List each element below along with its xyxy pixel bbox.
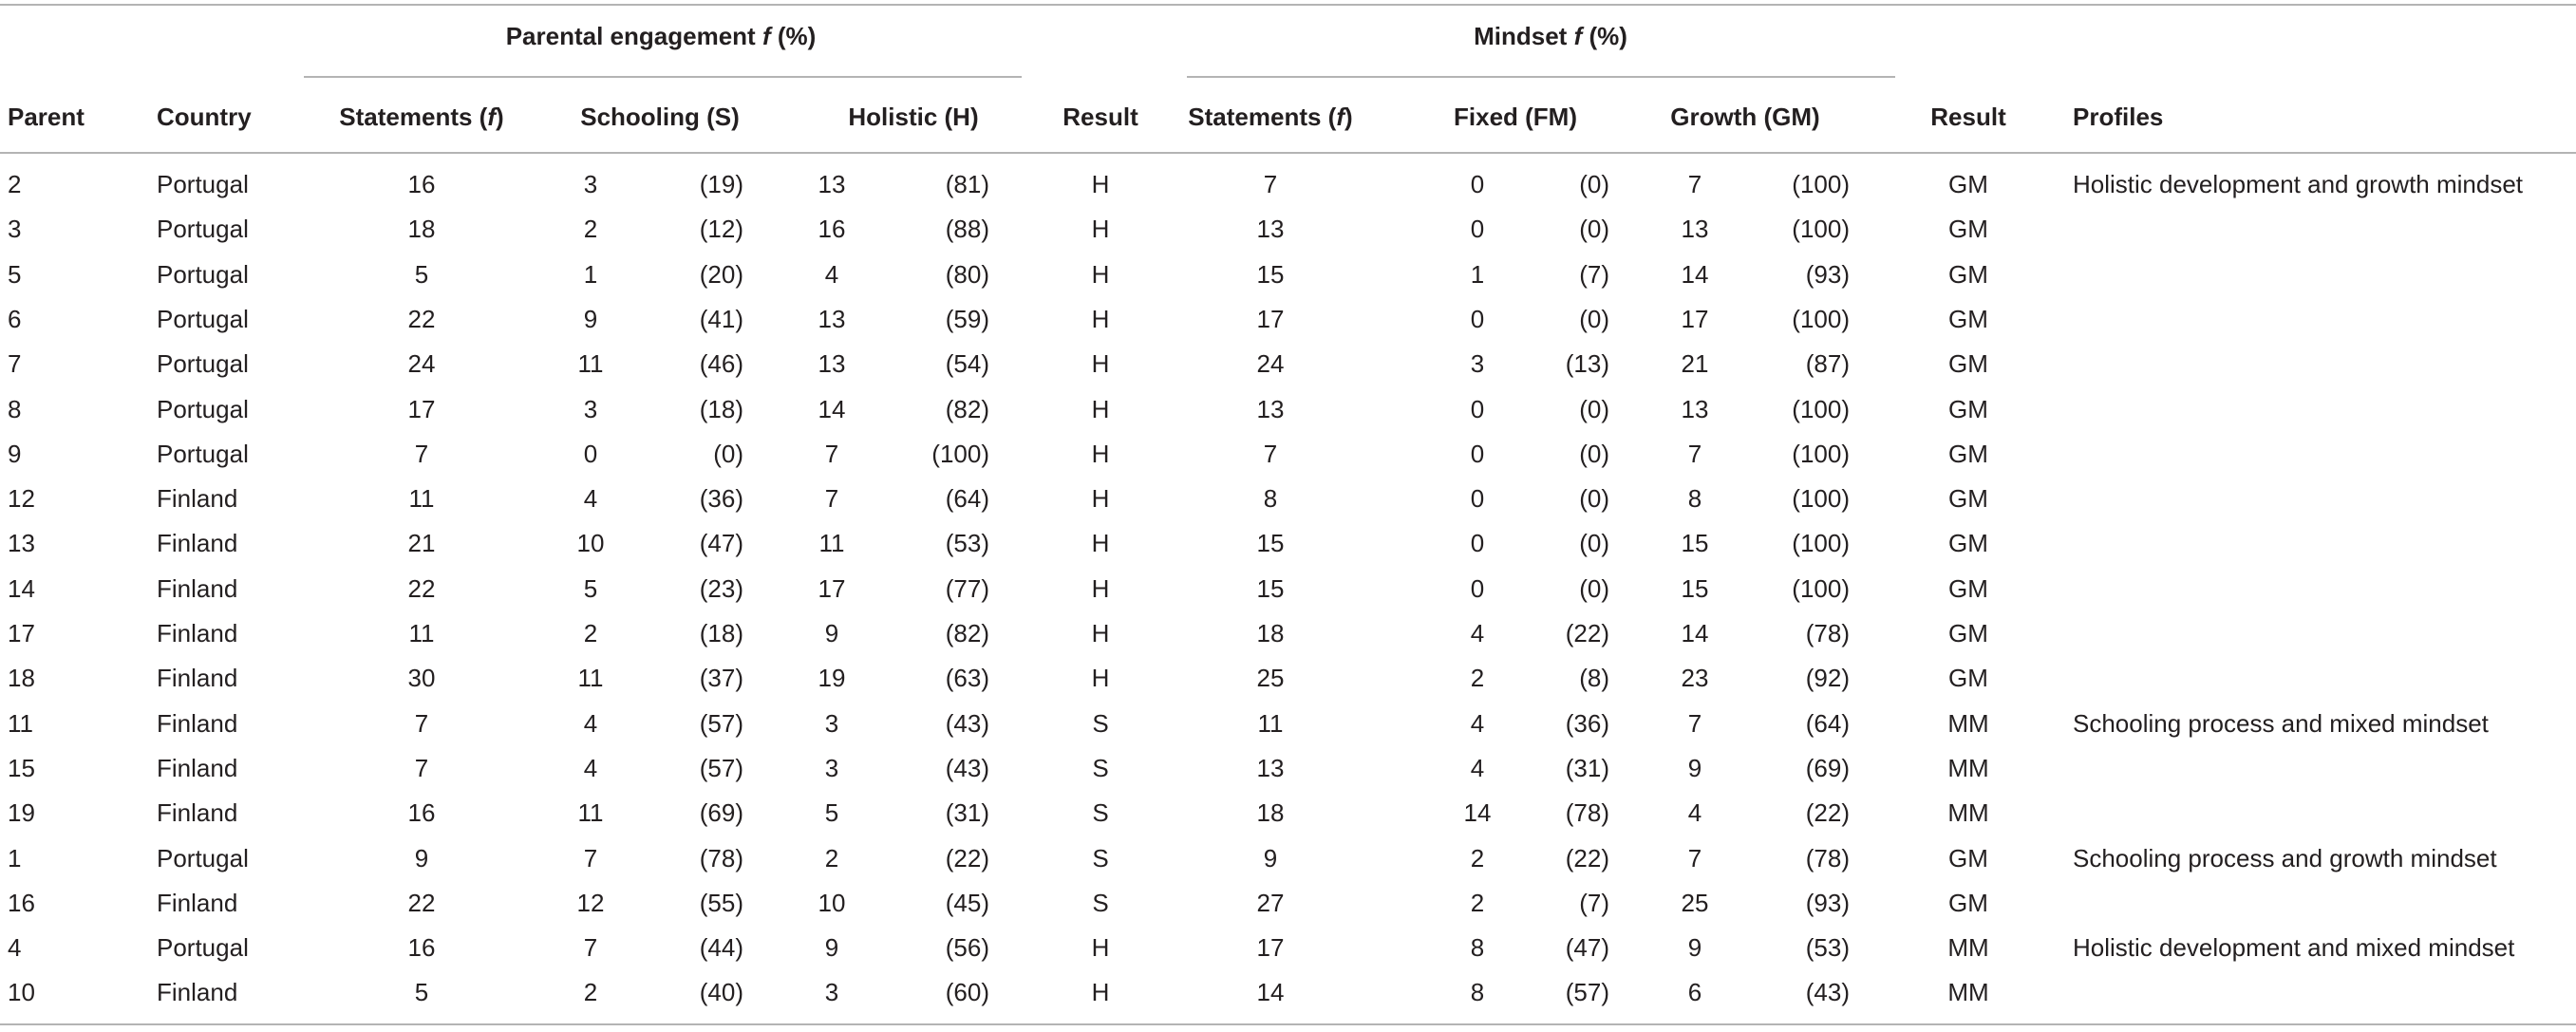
cell-parent: 1 bbox=[8, 844, 22, 873]
cell-pe-result: H bbox=[1091, 933, 1110, 962]
cell-mindset-statements: 14 bbox=[1256, 978, 1285, 1006]
cell-country: Finland bbox=[157, 978, 238, 1006]
cell-country: Portugal bbox=[157, 349, 249, 378]
cell-pe-statements: 16 bbox=[407, 798, 436, 827]
cell-growth-pct: (100) bbox=[1792, 215, 1850, 243]
cell-mindset-statements: 13 bbox=[1256, 395, 1285, 423]
cell-country: Portugal bbox=[157, 215, 249, 243]
table-bottom-rule bbox=[0, 1023, 2576, 1025]
cell-fixed-pct: (0) bbox=[1579, 215, 1609, 243]
cell-growth-count: 21 bbox=[1681, 349, 1709, 378]
group-rule-mindset bbox=[1187, 76, 1895, 78]
cell-profile: Schooling process and growth mindset bbox=[2073, 844, 2497, 873]
cell-mindset-statements: 9 bbox=[1263, 844, 1278, 873]
cell-pe-statements: 17 bbox=[407, 395, 436, 423]
cell-holistic-pct: (53) bbox=[945, 529, 989, 557]
cell-parent: 4 bbox=[8, 933, 22, 962]
cell-fixed-count: 2 bbox=[1470, 844, 1485, 873]
cell-pe-result: H bbox=[1091, 664, 1110, 692]
cell-growth-pct: (93) bbox=[1805, 260, 1850, 289]
cell-mindset-statements: 27 bbox=[1256, 889, 1285, 917]
cell-schooling-pct: (36) bbox=[699, 484, 743, 513]
cell-country: Finland bbox=[157, 484, 238, 513]
cell-schooling-count: 11 bbox=[577, 798, 604, 827]
cell-parent: 8 bbox=[8, 395, 22, 423]
cell-schooling-count: 11 bbox=[577, 349, 604, 378]
cell-parent: 2 bbox=[8, 170, 22, 198]
cell-growth-count: 23 bbox=[1681, 664, 1709, 692]
cell-holistic-pct: (88) bbox=[945, 215, 989, 243]
cell-pe-result: H bbox=[1091, 349, 1110, 378]
cell-pe-result: S bbox=[1092, 889, 1109, 917]
cell-growth-count: 9 bbox=[1687, 933, 1702, 962]
cell-fixed-pct: (36) bbox=[1565, 709, 1609, 738]
cell-holistic-count: 17 bbox=[818, 574, 846, 603]
col-header-parent: Parent bbox=[8, 103, 85, 131]
cell-growth-pct: (87) bbox=[1805, 349, 1850, 378]
cell-country: Finland bbox=[157, 798, 238, 827]
cell-fixed-pct: (22) bbox=[1565, 844, 1609, 873]
cell-pe-statements: 7 bbox=[414, 709, 429, 738]
cell-pe-result: H bbox=[1091, 978, 1110, 1006]
cell-schooling-count: 4 bbox=[583, 709, 598, 738]
cell-fixed-pct: (47) bbox=[1565, 933, 1609, 962]
cell-pe-result: H bbox=[1091, 484, 1110, 513]
cell-mindset-statements: 25 bbox=[1256, 664, 1285, 692]
cell-schooling-count: 11 bbox=[577, 664, 604, 692]
cell-growth-pct: (100) bbox=[1792, 395, 1850, 423]
cell-parent: 3 bbox=[8, 215, 22, 243]
cell-mindset-result: GM bbox=[1948, 619, 1988, 647]
cell-mindset-result: MM bbox=[1947, 798, 1989, 827]
group-rule-parental-engagement bbox=[304, 76, 1022, 78]
cell-pe-statements: 22 bbox=[407, 305, 436, 333]
cell-growth-count: 8 bbox=[1687, 484, 1702, 513]
col-header-schooling: Schooling (S) bbox=[580, 103, 740, 131]
cell-holistic-count: 16 bbox=[818, 215, 846, 243]
cell-schooling-pct: (23) bbox=[699, 574, 743, 603]
cell-mindset-statements: 17 bbox=[1256, 933, 1285, 962]
cell-pe-statements: 11 bbox=[408, 484, 435, 513]
cell-schooling-pct: (12) bbox=[699, 215, 743, 243]
cell-profile: Holistic development and growth mindset bbox=[2073, 170, 2524, 198]
cell-pe-statements: 22 bbox=[407, 574, 436, 603]
cell-fixed-pct: (8) bbox=[1579, 664, 1609, 692]
cell-parent: 16 bbox=[8, 889, 35, 917]
cell-fixed-pct: (7) bbox=[1579, 889, 1609, 917]
col-header-fixed: Fixed (FM) bbox=[1454, 103, 1577, 131]
cell-country: Portugal bbox=[157, 440, 249, 468]
cell-mindset-statements: 15 bbox=[1256, 529, 1285, 557]
cell-growth-pct: (78) bbox=[1805, 619, 1850, 647]
cell-schooling-pct: (55) bbox=[699, 889, 743, 917]
cell-pe-statements: 24 bbox=[407, 349, 436, 378]
cell-pe-statements: 11 bbox=[408, 619, 435, 647]
cell-schooling-count: 3 bbox=[583, 170, 598, 198]
col-header-mindset-statements: Statements (f) bbox=[1188, 103, 1353, 131]
cell-pe-statements: 22 bbox=[407, 889, 436, 917]
cell-growth-pct: (92) bbox=[1805, 664, 1850, 692]
cell-country: Finland bbox=[157, 529, 238, 557]
cell-holistic-count: 13 bbox=[818, 170, 846, 198]
cell-parent: 19 bbox=[8, 798, 35, 827]
cell-country: Portugal bbox=[157, 844, 249, 873]
cell-schooling-count: 4 bbox=[583, 484, 598, 513]
cell-schooling-count: 7 bbox=[583, 844, 598, 873]
cell-holistic-pct: (56) bbox=[945, 933, 989, 962]
cell-growth-pct: (64) bbox=[1805, 709, 1850, 738]
cell-fixed-count: 0 bbox=[1470, 529, 1485, 557]
cell-holistic-count: 3 bbox=[824, 754, 839, 782]
col-header-pe-statements: Statements (f) bbox=[339, 103, 504, 131]
cell-schooling-pct: (47) bbox=[699, 529, 743, 557]
cell-growth-pct: (100) bbox=[1792, 440, 1850, 468]
cell-fixed-count: 2 bbox=[1470, 889, 1485, 917]
cell-growth-count: 14 bbox=[1681, 619, 1709, 647]
cell-holistic-count: 5 bbox=[824, 798, 839, 827]
cell-mindset-statements: 24 bbox=[1256, 349, 1285, 378]
cell-growth-pct: (69) bbox=[1805, 754, 1850, 782]
cell-fixed-pct: (78) bbox=[1565, 798, 1609, 827]
cell-schooling-pct: (46) bbox=[699, 349, 743, 378]
cell-parent: 18 bbox=[8, 664, 35, 692]
cell-mindset-result: GM bbox=[1948, 440, 1988, 468]
cell-schooling-count: 2 bbox=[583, 978, 598, 1006]
cell-fixed-count: 0 bbox=[1470, 170, 1485, 198]
cell-mindset-statements: 13 bbox=[1256, 754, 1285, 782]
cell-holistic-count: 13 bbox=[818, 349, 846, 378]
cell-fixed-count: 4 bbox=[1470, 619, 1485, 647]
cell-country: Portugal bbox=[157, 305, 249, 333]
cell-fixed-count: 2 bbox=[1470, 664, 1485, 692]
col-header-profiles: Profiles bbox=[2073, 103, 2164, 131]
table-top-rule bbox=[0, 4, 2576, 6]
cell-mindset-statements: 18 bbox=[1256, 619, 1285, 647]
cell-pe-result: H bbox=[1091, 529, 1110, 557]
cell-holistic-pct: (59) bbox=[945, 305, 989, 333]
cell-fixed-count: 0 bbox=[1470, 440, 1485, 468]
cell-schooling-pct: (41) bbox=[699, 305, 743, 333]
cell-growth-count: 9 bbox=[1687, 754, 1702, 782]
cell-fixed-count: 1 bbox=[1470, 260, 1485, 289]
cell-growth-pct: (53) bbox=[1805, 933, 1850, 962]
cell-holistic-pct: (60) bbox=[945, 978, 989, 1006]
cell-parent: 11 bbox=[8, 709, 33, 738]
group-header-parental-engagement: Parental engagement f (%) bbox=[505, 22, 817, 50]
cell-mindset-result: MM bbox=[1947, 709, 1989, 738]
col-header-holistic: Holistic (H) bbox=[848, 103, 979, 131]
cell-holistic-pct: (100) bbox=[931, 440, 989, 468]
cell-schooling-count: 9 bbox=[583, 305, 598, 333]
cell-pe-statements: 21 bbox=[407, 529, 436, 557]
cell-holistic-count: 14 bbox=[818, 395, 846, 423]
cell-parent: 10 bbox=[8, 978, 35, 1006]
cell-fixed-count: 0 bbox=[1470, 574, 1485, 603]
cell-holistic-pct: (81) bbox=[945, 170, 989, 198]
cell-country: Finland bbox=[157, 709, 238, 738]
header-bottom-rule bbox=[0, 152, 2576, 154]
cell-schooling-pct: (37) bbox=[699, 664, 743, 692]
cell-fixed-pct: (0) bbox=[1579, 305, 1609, 333]
cell-holistic-count: 10 bbox=[818, 889, 846, 917]
cell-parent: 12 bbox=[8, 484, 35, 513]
cell-mindset-statements: 7 bbox=[1263, 440, 1278, 468]
cell-country: Portugal bbox=[157, 170, 249, 198]
cell-parent: 15 bbox=[8, 754, 35, 782]
cell-pe-statements: 16 bbox=[407, 933, 436, 962]
cell-holistic-pct: (82) bbox=[945, 619, 989, 647]
cell-mindset-result: GM bbox=[1948, 529, 1988, 557]
cell-schooling-pct: (18) bbox=[699, 619, 743, 647]
cell-holistic-count: 9 bbox=[824, 619, 839, 647]
cell-mindset-result: GM bbox=[1948, 484, 1988, 513]
cell-holistic-pct: (43) bbox=[945, 709, 989, 738]
cell-schooling-pct: (0) bbox=[713, 440, 743, 468]
cell-holistic-count: 3 bbox=[824, 978, 839, 1006]
col-header-mindset-result: Result bbox=[1930, 103, 2006, 131]
cell-holistic-pct: (54) bbox=[945, 349, 989, 378]
cell-pe-result: H bbox=[1091, 619, 1110, 647]
cell-profile: Schooling process and mixed mindset bbox=[2073, 709, 2489, 738]
cell-growth-count: 4 bbox=[1687, 798, 1702, 827]
cell-pe-result: H bbox=[1091, 170, 1110, 198]
cell-growth-pct: (100) bbox=[1792, 574, 1850, 603]
cell-pe-result: H bbox=[1091, 574, 1110, 603]
cell-mindset-result: GM bbox=[1948, 664, 1988, 692]
cell-parent: 6 bbox=[8, 305, 22, 333]
cell-growth-pct: (78) bbox=[1805, 844, 1850, 873]
cell-parent: 7 bbox=[8, 349, 22, 378]
cell-fixed-pct: (13) bbox=[1565, 349, 1609, 378]
cell-holistic-count: 13 bbox=[818, 305, 846, 333]
cell-growth-count: 13 bbox=[1681, 395, 1709, 423]
cell-growth-count: 15 bbox=[1681, 529, 1709, 557]
cell-schooling-pct: (40) bbox=[699, 978, 743, 1006]
cell-pe-statements: 30 bbox=[407, 664, 436, 692]
cell-country: Portugal bbox=[157, 933, 249, 962]
cell-growth-pct: (22) bbox=[1805, 798, 1850, 827]
cell-profile: Holistic development and mixed mindset bbox=[2073, 933, 2515, 962]
col-header-growth: Growth (GM) bbox=[1670, 103, 1820, 131]
cell-parent: 13 bbox=[8, 529, 35, 557]
cell-country: Finland bbox=[157, 664, 238, 692]
cell-schooling-pct: (57) bbox=[699, 754, 743, 782]
cell-holistic-pct: (22) bbox=[945, 844, 989, 873]
cell-holistic-pct: (63) bbox=[945, 664, 989, 692]
cell-holistic-count: 4 bbox=[824, 260, 839, 289]
cell-schooling-count: 0 bbox=[583, 440, 598, 468]
cell-holistic-count: 9 bbox=[824, 933, 839, 962]
cell-schooling-pct: (69) bbox=[699, 798, 743, 827]
cell-growth-count: 7 bbox=[1687, 709, 1702, 738]
cell-parent: 9 bbox=[8, 440, 22, 468]
cell-fixed-count: 4 bbox=[1470, 709, 1485, 738]
cell-fixed-count: 4 bbox=[1470, 754, 1485, 782]
cell-fixed-count: 8 bbox=[1470, 933, 1485, 962]
cell-country: Portugal bbox=[157, 260, 249, 289]
cell-growth-pct: (100) bbox=[1792, 529, 1850, 557]
group-header-mindset: Mindset f (%) bbox=[1474, 22, 1627, 50]
cell-mindset-result: GM bbox=[1948, 305, 1988, 333]
cell-fixed-count: 0 bbox=[1470, 305, 1485, 333]
cell-pe-statements: 9 bbox=[414, 844, 429, 873]
cell-fixed-count: 8 bbox=[1470, 978, 1485, 1006]
cell-schooling-count: 2 bbox=[583, 619, 598, 647]
cell-parent: 5 bbox=[8, 260, 22, 289]
cell-pe-statements: 5 bbox=[414, 260, 429, 289]
cell-fixed-pct: (57) bbox=[1565, 978, 1609, 1006]
cell-fixed-count: 14 bbox=[1463, 798, 1492, 827]
cell-schooling-count: 3 bbox=[583, 395, 598, 423]
cell-pe-result: S bbox=[1092, 754, 1109, 782]
cell-mindset-result: GM bbox=[1948, 170, 1988, 198]
cell-parent: 14 bbox=[8, 574, 35, 603]
cell-mindset-statements: 15 bbox=[1256, 574, 1285, 603]
cell-growth-pct: (100) bbox=[1792, 484, 1850, 513]
cell-fixed-pct: (0) bbox=[1579, 529, 1609, 557]
cell-fixed-pct: (7) bbox=[1579, 260, 1609, 289]
col-header-pe-result: Result bbox=[1062, 103, 1138, 131]
cell-growth-count: 25 bbox=[1681, 889, 1709, 917]
cell-mindset-statements: 11 bbox=[1257, 709, 1284, 738]
cell-growth-count: 15 bbox=[1681, 574, 1709, 603]
cell-holistic-count: 7 bbox=[824, 440, 839, 468]
cell-pe-result: H bbox=[1091, 260, 1110, 289]
cell-mindset-statements: 7 bbox=[1263, 170, 1278, 198]
cell-schooling-count: 10 bbox=[576, 529, 605, 557]
cell-growth-count: 17 bbox=[1681, 305, 1709, 333]
cell-holistic-pct: (31) bbox=[945, 798, 989, 827]
cell-pe-result: H bbox=[1091, 395, 1110, 423]
cell-mindset-result: GM bbox=[1948, 215, 1988, 243]
cell-fixed-pct: (0) bbox=[1579, 484, 1609, 513]
cell-mindset-result: MM bbox=[1947, 754, 1989, 782]
cell-schooling-count: 2 bbox=[583, 215, 598, 243]
cell-growth-pct: (100) bbox=[1792, 305, 1850, 333]
cell-fixed-count: 0 bbox=[1470, 215, 1485, 243]
cell-holistic-count: 3 bbox=[824, 709, 839, 738]
cell-pe-result: H bbox=[1091, 440, 1110, 468]
cell-holistic-pct: (80) bbox=[945, 260, 989, 289]
cell-country: Finland bbox=[157, 889, 238, 917]
cell-growth-count: 7 bbox=[1687, 170, 1702, 198]
cell-growth-pct: (43) bbox=[1805, 978, 1850, 1006]
cell-fixed-pct: (0) bbox=[1579, 395, 1609, 423]
cell-holistic-count: 19 bbox=[818, 664, 846, 692]
cell-parent: 17 bbox=[8, 619, 35, 647]
cell-holistic-count: 11 bbox=[818, 529, 845, 557]
cell-growth-pct: (93) bbox=[1805, 889, 1850, 917]
cell-country: Finland bbox=[157, 619, 238, 647]
cell-pe-statements: 16 bbox=[407, 170, 436, 198]
cell-holistic-count: 7 bbox=[824, 484, 839, 513]
cell-mindset-statements: 13 bbox=[1256, 215, 1285, 243]
cell-fixed-count: 0 bbox=[1470, 395, 1485, 423]
cell-pe-result: S bbox=[1092, 844, 1109, 873]
cell-fixed-pct: (0) bbox=[1579, 440, 1609, 468]
cell-schooling-count: 4 bbox=[583, 754, 598, 782]
cell-growth-count: 14 bbox=[1681, 260, 1709, 289]
cell-schooling-pct: (78) bbox=[699, 844, 743, 873]
cell-growth-pct: (100) bbox=[1792, 170, 1850, 198]
cell-mindset-result: MM bbox=[1947, 978, 1989, 1006]
cell-schooling-pct: (44) bbox=[699, 933, 743, 962]
cell-mindset-statements: 15 bbox=[1256, 260, 1285, 289]
cell-country: Portugal bbox=[157, 395, 249, 423]
cell-growth-count: 6 bbox=[1687, 978, 1702, 1006]
cell-mindset-result: MM bbox=[1947, 933, 1989, 962]
cell-growth-count: 13 bbox=[1681, 215, 1709, 243]
cell-pe-result: S bbox=[1092, 709, 1109, 738]
cell-fixed-pct: (0) bbox=[1579, 170, 1609, 198]
cell-holistic-count: 2 bbox=[824, 844, 839, 873]
cell-fixed-pct: (31) bbox=[1565, 754, 1609, 782]
cell-growth-count: 7 bbox=[1687, 844, 1702, 873]
cell-pe-statements: 7 bbox=[414, 440, 429, 468]
cell-fixed-pct: (22) bbox=[1565, 619, 1609, 647]
cell-pe-statements: 18 bbox=[407, 215, 436, 243]
cell-mindset-result: GM bbox=[1948, 349, 1988, 378]
cell-holistic-pct: (43) bbox=[945, 754, 989, 782]
cell-mindset-result: GM bbox=[1948, 260, 1988, 289]
cell-fixed-count: 3 bbox=[1470, 349, 1485, 378]
cell-holistic-pct: (45) bbox=[945, 889, 989, 917]
cell-fixed-count: 0 bbox=[1470, 484, 1485, 513]
cell-schooling-count: 1 bbox=[583, 260, 598, 289]
col-header-country: Country bbox=[157, 103, 252, 131]
cell-mindset-result: GM bbox=[1948, 889, 1988, 917]
cell-country: Finland bbox=[157, 754, 238, 782]
cell-fixed-pct: (0) bbox=[1579, 574, 1609, 603]
cell-country: Finland bbox=[157, 574, 238, 603]
cell-schooling-pct: (19) bbox=[699, 170, 743, 198]
cell-mindset-result: GM bbox=[1948, 844, 1988, 873]
cell-pe-result: H bbox=[1091, 215, 1110, 243]
cell-pe-result: H bbox=[1091, 305, 1110, 333]
cell-pe-result: S bbox=[1092, 798, 1109, 827]
cell-pe-statements: 7 bbox=[414, 754, 429, 782]
cell-holistic-pct: (64) bbox=[945, 484, 989, 513]
cell-schooling-count: 5 bbox=[583, 574, 598, 603]
cell-mindset-result: GM bbox=[1948, 574, 1988, 603]
cell-schooling-pct: (20) bbox=[699, 260, 743, 289]
cell-mindset-statements: 8 bbox=[1263, 484, 1278, 513]
cell-schooling-count: 12 bbox=[576, 889, 605, 917]
cell-schooling-pct: (57) bbox=[699, 709, 743, 738]
cell-mindset-statements: 18 bbox=[1256, 798, 1285, 827]
cell-holistic-pct: (77) bbox=[945, 574, 989, 603]
cell-holistic-pct: (82) bbox=[945, 395, 989, 423]
cell-pe-statements: 5 bbox=[414, 978, 429, 1006]
cell-mindset-result: GM bbox=[1948, 395, 1988, 423]
cell-schooling-pct: (18) bbox=[699, 395, 743, 423]
cell-growth-count: 7 bbox=[1687, 440, 1702, 468]
cell-schooling-count: 7 bbox=[583, 933, 598, 962]
cell-mindset-statements: 17 bbox=[1256, 305, 1285, 333]
